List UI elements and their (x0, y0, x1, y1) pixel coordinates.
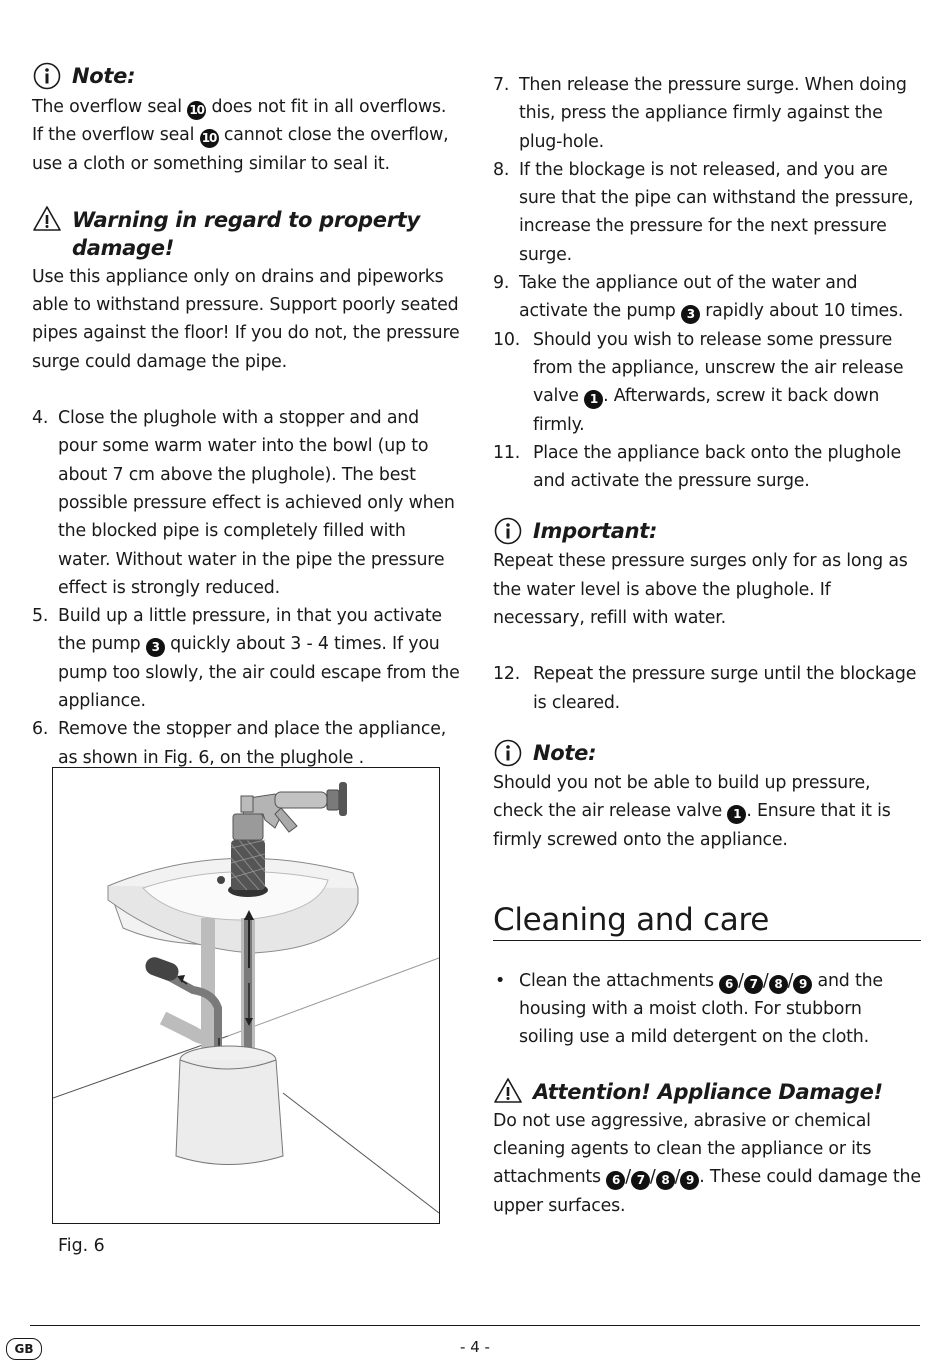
note2-text: Should you not be able to build up pressure, check the air release valve 1 . Ensure that it is firmly screwed onto the appliance. (493, 772, 891, 850)
ref-badge: 6 (719, 975, 738, 994)
note-text: The overflow seal 10 does not fit in all overflows. If the overflow seal 10 cannot close the overflow, use a cloth or something similar to seal it. (32, 97, 449, 174)
steps-list-left (32, 404, 460, 772)
steps-list-right (493, 71, 921, 495)
cleaning-bullet: • Clean the attachments 6 / 7 / 8 / 9 and the housing with a moist cloth. For stubborn soiling use a mild detergent on the cloth. (495, 970, 883, 1048)
info-icon (493, 738, 523, 768)
ref-badge: 8 (656, 1171, 675, 1190)
section-heading-cleaning: Cleaning and care (493, 900, 921, 941)
ref-badge: 10 (187, 101, 206, 120)
list-item: 9. Take the appliance out of the water and activate the pump 3 rapidly about 10 times. (493, 269, 921, 326)
list-item: 5. Build up a little pressure, in that you activate the pump 3 quickly about 3 - 4 times. If you pump too slowly, the air could escape from the appliance. (32, 606, 460, 712)
list-item: 11. Place the appliance back onto the plughole and activate the pressure surge. (493, 442, 901, 492)
left-column (32, 62, 460, 772)
note2-heading (493, 739, 921, 768)
attention-title: Attention! Appliance Damage! (533, 1079, 883, 1104)
note-heading (32, 62, 460, 91)
attention-heading (493, 1078, 921, 1106)
warning-triangle-icon (32, 204, 62, 234)
figure-caption: Fig. 6 (58, 1236, 105, 1256)
ref-badge: 7 (631, 1171, 650, 1190)
note-title: Note: (72, 64, 136, 88)
warning-title-line1: Warning in regard to property (72, 207, 420, 232)
list-item: 10. Should you wish to release some pressure from the appliance, unscrew the air release valve 1 . Afterwards, screw it back down firmly. (493, 329, 904, 435)
list-item: 12. Repeat the pressure surge until the blockage is cleared. (493, 664, 917, 713)
ref-badge: 9 (680, 1171, 699, 1190)
warning-text: Use this appliance only on drains and pipeworks able to withstand pressure. Support poorly seated pipes against the floor! If you do not, the pressure surge could damage the pipe. (32, 266, 460, 372)
right-column (493, 71, 921, 1220)
attention-text: Do not use aggressive, abrasive or chemical cleaning agents to clean the appliance or its attachments 6 / 7 / 8 / 9 . These could damage the upper surfaces. (493, 1110, 921, 1216)
note2-title: Note: (533, 740, 597, 765)
info-icon (493, 516, 523, 546)
ref-badge: 8 (769, 975, 788, 994)
ref-badge: 7 (744, 975, 763, 994)
warning-title-line2: damage! (72, 235, 175, 260)
important-text: Repeat these pressure surges only for as long as the water level is above the plughole. If necessary, refill with water. (493, 551, 908, 629)
info-icon (32, 61, 62, 91)
ref-badge: 3 (681, 305, 700, 324)
ref-badge: 1 (584, 390, 603, 409)
warning-heading (32, 206, 460, 262)
ref-badge: 3 (146, 638, 165, 657)
list-item: 7. Then release the pressure surge. When doing this, press the appliance firmly against the plug-hole. (493, 75, 907, 152)
ref-badge: 6 (606, 1171, 625, 1190)
important-title: Important: (533, 519, 658, 544)
ref-badge: 10 (200, 129, 219, 148)
figure-sink-illustration (52, 767, 440, 1224)
list-item: 4. Close the plughole with a stopper and and pour some warm water into the bowl (up to about 7 cm above the plughole). The best possible pressure effect is achieved only when the blocked pipe is completely filled with water. Without water in the pipe the pressure effect is strongly reduced. (32, 408, 455, 598)
language-badge: GB (6, 1338, 42, 1360)
warning-triangle-icon (493, 1076, 523, 1106)
page-number: - 4 - (460, 1338, 490, 1356)
sink-plunger-drawing (53, 768, 439, 1223)
list-item: 6. Remove the stopper and place the appliance, as shown in Fig. 6, on the plughole . (32, 719, 447, 768)
steps-list-right-2 (493, 660, 921, 717)
footer-divider (30, 1325, 920, 1326)
list-item: 8. If the blockage is not released, and you are sure that the pipe can withstand the pressure, increase the pressure for the next pressure surge. (493, 159, 914, 265)
ref-badge: 9 (793, 975, 812, 994)
ref-badge: 1 (727, 805, 746, 824)
important-heading (493, 517, 921, 546)
